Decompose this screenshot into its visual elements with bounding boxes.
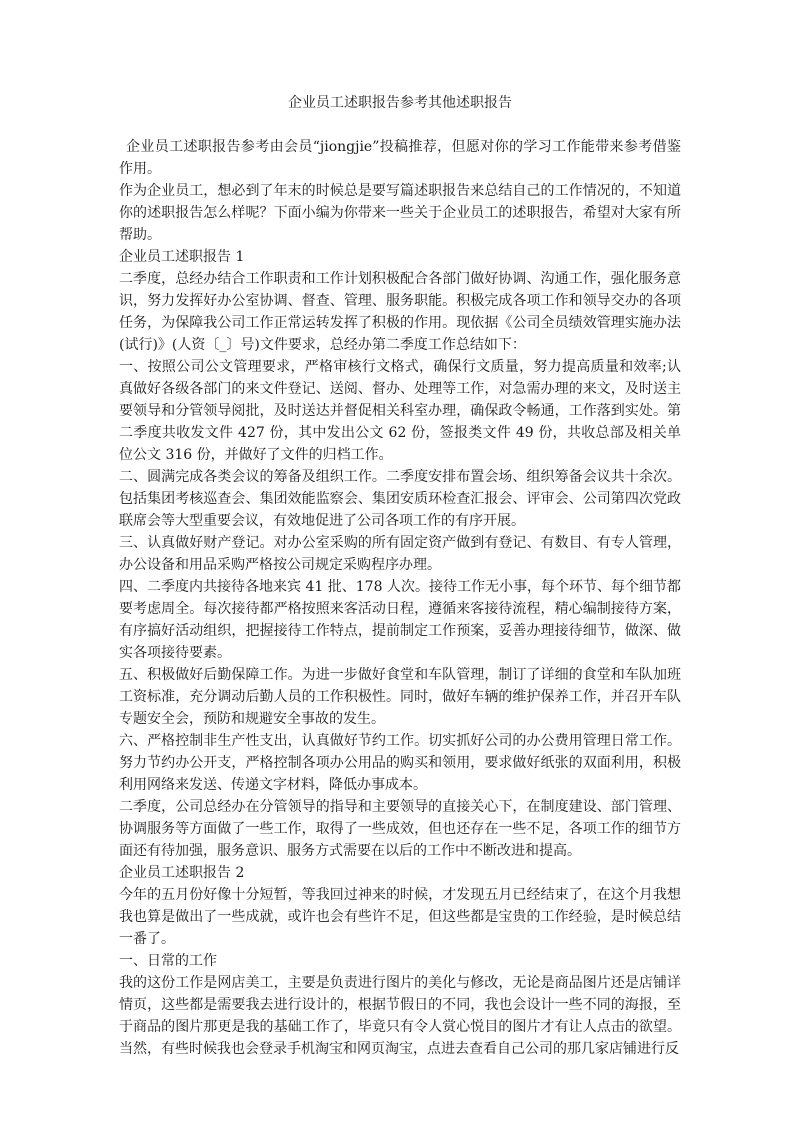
subsection-heading: 一、日常的工作 (119, 953, 217, 969)
document-page (119, 92, 681, 1060)
body-paragraph: 作为企业员工，想必到了年末的时候总是要写篇述职报告来总结自己的工作情况的，不知道你的述职报告怎么样呢？下面小编为你带来一些关于企业员工的述职报告，希望对大家有所帮助。 (119, 183, 681, 243)
body-paragraph: 一、按照公司公文管理要求，严格审核行文格式，确保行文质量，努力提高质量和效率;认真做好各级各部门的来文件登记、送阅、督办、处理等工作，对急需办理的来文，及时送主要领导和分管领导阅批，及时送达并督促相关科室办理，确保政令畅通，工作落到实处。第二季度共收发文件 427 份，其中发出公文 62 份，签报类文件 49 份，共收总部及相关单位公文 316 份，并做好了文件的归档工作。 (119, 359, 681, 463)
body-paragraph: 二、圆满完成各类会议的筹备及组织工作。二季度安排布置会场、组织筹备会议共十余次。包括集团考核巡查会、集团效能监察会、集团安质环检查汇报会、评审会、公司第四次党政联席会等大型重要会议，有效地促进了公司各项工作的有序开展。 (119, 469, 681, 529)
body-paragraph: 今年的五月份好像十分短暂，等我回过神来的时候，才发现五月已经结束了，在这个月我想我也算是做出了一些成就，或许也会有些许不足，但这些都是宝贵的工作经验，是时候总结一番了。 (119, 887, 681, 947)
body-paragraph: 五、积极做好后勤保障工作。为进一步做好食堂和车队管理，制订了详细的食堂和车队加班工资标准，充分调动后勤人员的工作积极性。同时，做好车辆的维护保养工作，并召开车队专题安全会，预防和规避安全事故的发生。 (119, 667, 681, 727)
body-paragraph: 四、二季度内共接待各地来宾 41 批、178 人次。接待工作无小事，每个环节、每个细节都要考虑周全。每次接待都严格按照来客活动日程，遵循来客接待流程，精心编制接待方案，有序搞好活动组织，把握接待工作特点，提前制定工作预案，妥善办理接待细节，做深、做实各项接待要素。 (119, 579, 681, 661)
intro-paragraph: 企业员工述职报告参考由会员“jiongjie”投稿推荐，但愿对你的学习工作能带来参考借鉴作用。 (119, 139, 681, 177)
section-heading: 企业员工述职报告 2 (119, 865, 245, 881)
body-paragraph: 我的这份工作是网店美工，主要是负责进行图片的美化与修改，无论是商品图片还是店铺详情页，这些都是需要我去进行设计的，根据节假日的不同，我也会设计一些不同的海报，至于商品的图片那更是我的基础工作了，毕竟只有令人赏心悦目的图片才有让人点击的欲望。当然，有些时候我也会登录手机淘宝和网页淘宝，点进去查看自己公司的那几家店铺进行反 (119, 975, 681, 1057)
body-paragraph: 二季度，总经办结合工作职责和工作计划积极配合各部门做好协调、沟通工作，强化服务意识，努力发挥好办公室协调、督查、管理、服务职能。积极完成各项工作和领导交办的各项任务，为保障我公司工作正常运转发挥了积极的作用。现依据《公司全员绩效管理实施办法(试行)》(人资〔_〕号)文件要求，总经办第二季度工作总结如下： (119, 271, 681, 353)
body-paragraph: 三、认真做好财产登记。对办公室采购的所有固定资产做到有登记、有数目、有专人管理，办公设备和用品采购严格按公司规定采购程序办理。 (119, 535, 681, 573)
body-paragraph: 六、严格控制非生产性支出，认真做好节约工作。切实抓好公司的办公费用管理日常工作。努力节约办公开支，严格控制各项办公用品的购买和领用，要求做好纸张的双面利用，积极利用网络来发送、传递文字材料，降低办事成本。 (119, 733, 681, 793)
document-title: 企业员工述职报告参考其他述职报告 (288, 95, 512, 111)
body-paragraph: 二季度，公司总经办在分管领导的指导和主要领导的直接关心下，在制度建设、部门管理、协调服务等方面做了一些工作，取得了一些成效，但也还存在一些不足，各项工作的细节方面还有待加强，服务意识、服务方式需要在以后的工作中不断改进和提高。 (119, 799, 681, 859)
section-heading: 企业员工述职报告 1 (119, 249, 245, 265)
